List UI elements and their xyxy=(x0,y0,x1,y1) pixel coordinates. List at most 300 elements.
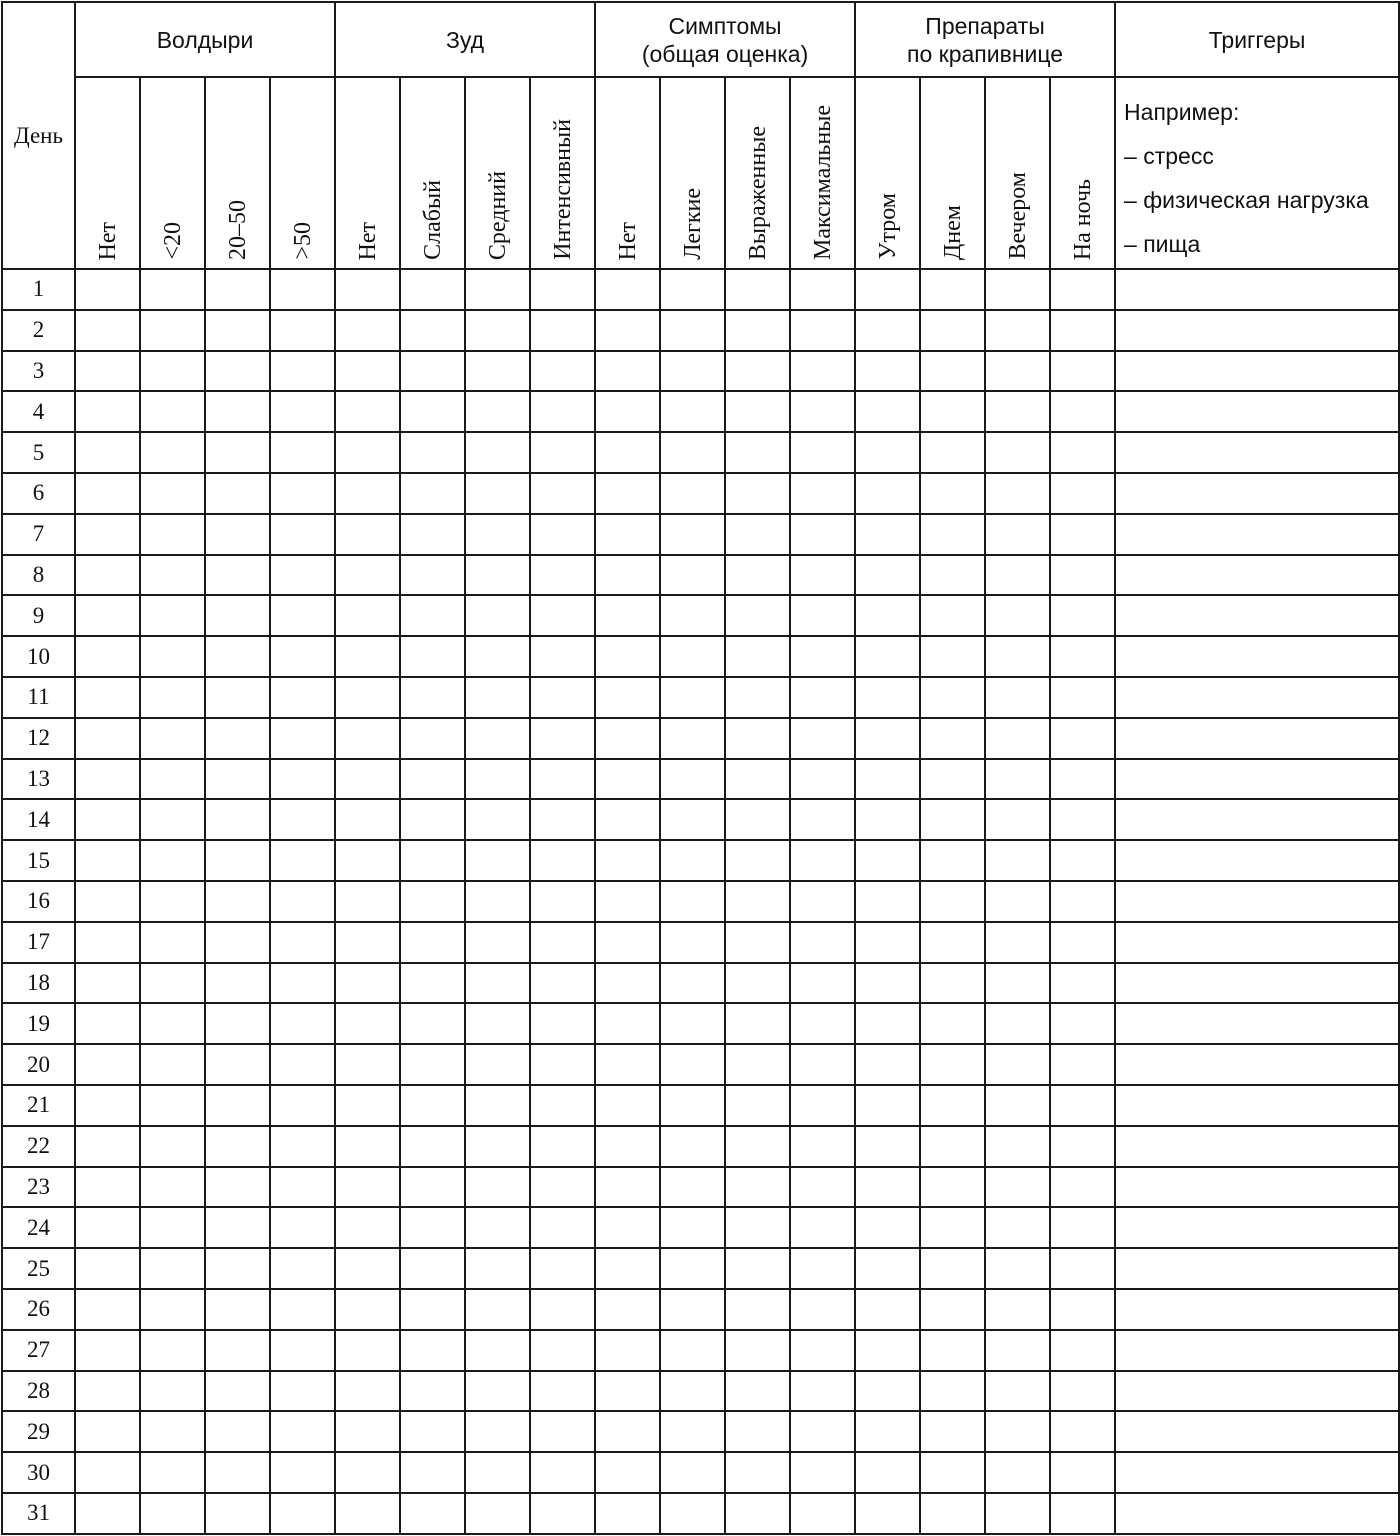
cell-meds-evening[interactable] xyxy=(985,1452,1050,1493)
cell-triggers[interactable] xyxy=(1115,1126,1399,1167)
cell-wheals-20-50[interactable] xyxy=(205,922,270,963)
cell-meds-evening[interactable] xyxy=(985,269,1050,310)
cell-symptoms-pronounced[interactable] xyxy=(725,391,790,432)
cell-meds-day[interactable] xyxy=(920,840,985,881)
cell-wheals-gt50[interactable] xyxy=(270,1371,335,1412)
cell-wheals-20-50[interactable] xyxy=(205,595,270,636)
cell-symptoms-mild[interactable] xyxy=(660,1207,725,1248)
cell-meds-morning[interactable] xyxy=(855,759,920,800)
cell-meds-night[interactable] xyxy=(1050,473,1115,514)
cell-itch-intense[interactable] xyxy=(530,881,595,922)
cell-wheals-lt20[interactable] xyxy=(140,1207,205,1248)
cell-wheals-20-50[interactable] xyxy=(205,310,270,351)
cell-symptoms-none[interactable] xyxy=(595,514,660,555)
cell-symptoms-pronounced[interactable] xyxy=(725,963,790,1004)
cell-symptoms-none[interactable] xyxy=(595,963,660,1004)
cell-wheals-lt20[interactable] xyxy=(140,1493,205,1534)
cell-symptoms-mild[interactable] xyxy=(660,432,725,473)
cell-itch-none[interactable] xyxy=(335,799,400,840)
cell-wheals-gt50[interactable] xyxy=(270,351,335,392)
cell-symptoms-max[interactable] xyxy=(790,1248,855,1289)
cell-symptoms-mild[interactable] xyxy=(660,555,725,596)
cell-symptoms-none[interactable] xyxy=(595,555,660,596)
cell-meds-morning[interactable] xyxy=(855,473,920,514)
cell-itch-none[interactable] xyxy=(335,881,400,922)
cell-meds-evening[interactable] xyxy=(985,636,1050,677)
cell-wheals-none[interactable] xyxy=(75,1493,140,1534)
cell-wheals-none[interactable] xyxy=(75,759,140,800)
cell-itch-none[interactable] xyxy=(335,595,400,636)
cell-wheals-lt20[interactable] xyxy=(140,351,205,392)
cell-meds-morning[interactable] xyxy=(855,1411,920,1452)
cell-meds-day[interactable] xyxy=(920,922,985,963)
cell-symptoms-mild[interactable] xyxy=(660,310,725,351)
cell-wheals-20-50[interactable] xyxy=(205,1248,270,1289)
cell-meds-day[interactable] xyxy=(920,555,985,596)
cell-symptoms-mild[interactable] xyxy=(660,391,725,432)
cell-symptoms-none[interactable] xyxy=(595,432,660,473)
cell-itch-medium[interactable] xyxy=(465,1167,530,1208)
cell-triggers[interactable] xyxy=(1115,1289,1399,1330)
cell-meds-evening[interactable] xyxy=(985,1289,1050,1330)
cell-symptoms-max[interactable] xyxy=(790,840,855,881)
cell-wheals-lt20[interactable] xyxy=(140,473,205,514)
cell-itch-medium[interactable] xyxy=(465,1493,530,1534)
cell-meds-evening[interactable] xyxy=(985,1003,1050,1044)
cell-itch-intense[interactable] xyxy=(530,1207,595,1248)
cell-symptoms-max[interactable] xyxy=(790,636,855,677)
cell-symptoms-none[interactable] xyxy=(595,269,660,310)
cell-itch-weak[interactable] xyxy=(400,1044,465,1085)
cell-wheals-none[interactable] xyxy=(75,1289,140,1330)
cell-wheals-20-50[interactable] xyxy=(205,840,270,881)
cell-wheals-gt50[interactable] xyxy=(270,1207,335,1248)
cell-symptoms-mild[interactable] xyxy=(660,351,725,392)
cell-triggers[interactable] xyxy=(1115,1248,1399,1289)
cell-itch-none[interactable] xyxy=(335,1289,400,1330)
cell-symptoms-none[interactable] xyxy=(595,1003,660,1044)
cell-meds-evening[interactable] xyxy=(985,881,1050,922)
cell-symptoms-pronounced[interactable] xyxy=(725,718,790,759)
cell-itch-weak[interactable] xyxy=(400,514,465,555)
cell-itch-intense[interactable] xyxy=(530,1452,595,1493)
cell-symptoms-none[interactable] xyxy=(595,840,660,881)
cell-wheals-none[interactable] xyxy=(75,1003,140,1044)
cell-symptoms-max[interactable] xyxy=(790,1330,855,1371)
cell-wheals-20-50[interactable] xyxy=(205,799,270,840)
cell-itch-weak[interactable] xyxy=(400,432,465,473)
cell-itch-none[interactable] xyxy=(335,514,400,555)
cell-itch-weak[interactable] xyxy=(400,269,465,310)
cell-meds-day[interactable] xyxy=(920,473,985,514)
cell-itch-medium[interactable] xyxy=(465,310,530,351)
cell-itch-none[interactable] xyxy=(335,677,400,718)
cell-wheals-gt50[interactable] xyxy=(270,799,335,840)
cell-itch-weak[interactable] xyxy=(400,310,465,351)
cell-meds-evening[interactable] xyxy=(985,1493,1050,1534)
cell-symptoms-mild[interactable] xyxy=(660,840,725,881)
cell-meds-evening[interactable] xyxy=(985,759,1050,800)
cell-meds-evening[interactable] xyxy=(985,555,1050,596)
cell-symptoms-none[interactable] xyxy=(595,677,660,718)
cell-itch-none[interactable] xyxy=(335,1330,400,1371)
cell-wheals-none[interactable] xyxy=(75,881,140,922)
cell-wheals-lt20[interactable] xyxy=(140,1371,205,1412)
cell-wheals-gt50[interactable] xyxy=(270,1003,335,1044)
cell-itch-medium[interactable] xyxy=(465,595,530,636)
cell-symptoms-pronounced[interactable] xyxy=(725,1207,790,1248)
cell-meds-morning[interactable] xyxy=(855,1167,920,1208)
cell-symptoms-pronounced[interactable] xyxy=(725,310,790,351)
cell-meds-morning[interactable] xyxy=(855,1126,920,1167)
cell-meds-morning[interactable] xyxy=(855,799,920,840)
cell-symptoms-max[interactable] xyxy=(790,1289,855,1330)
cell-meds-day[interactable] xyxy=(920,881,985,922)
cell-meds-day[interactable] xyxy=(920,1044,985,1085)
cell-symptoms-max[interactable] xyxy=(790,432,855,473)
cell-symptoms-max[interactable] xyxy=(790,1493,855,1534)
cell-wheals-none[interactable] xyxy=(75,1452,140,1493)
cell-meds-day[interactable] xyxy=(920,514,985,555)
cell-itch-medium[interactable] xyxy=(465,1289,530,1330)
cell-itch-intense[interactable] xyxy=(530,595,595,636)
cell-meds-evening[interactable] xyxy=(985,391,1050,432)
cell-wheals-20-50[interactable] xyxy=(205,1452,270,1493)
cell-wheals-lt20[interactable] xyxy=(140,922,205,963)
cell-itch-weak[interactable] xyxy=(400,677,465,718)
cell-symptoms-max[interactable] xyxy=(790,922,855,963)
cell-itch-none[interactable] xyxy=(335,1085,400,1126)
cell-itch-medium[interactable] xyxy=(465,922,530,963)
cell-meds-morning[interactable] xyxy=(855,1003,920,1044)
cell-wheals-none[interactable] xyxy=(75,595,140,636)
cell-itch-weak[interactable] xyxy=(400,391,465,432)
cell-symptoms-mild[interactable] xyxy=(660,799,725,840)
cell-meds-day[interactable] xyxy=(920,432,985,473)
cell-wheals-20-50[interactable] xyxy=(205,514,270,555)
cell-itch-none[interactable] xyxy=(335,391,400,432)
cell-meds-evening[interactable] xyxy=(985,799,1050,840)
cell-itch-none[interactable] xyxy=(335,473,400,514)
cell-triggers[interactable] xyxy=(1115,595,1399,636)
cell-meds-night[interactable] xyxy=(1050,310,1115,351)
cell-wheals-lt20[interactable] xyxy=(140,1289,205,1330)
cell-symptoms-pronounced[interactable] xyxy=(725,514,790,555)
cell-meds-evening[interactable] xyxy=(985,1207,1050,1248)
cell-meds-day[interactable] xyxy=(920,1003,985,1044)
cell-triggers[interactable] xyxy=(1115,1207,1399,1248)
cell-symptoms-pronounced[interactable] xyxy=(725,636,790,677)
cell-wheals-lt20[interactable] xyxy=(140,1452,205,1493)
cell-itch-weak[interactable] xyxy=(400,1167,465,1208)
cell-itch-intense[interactable] xyxy=(530,677,595,718)
cell-symptoms-none[interactable] xyxy=(595,922,660,963)
cell-itch-weak[interactable] xyxy=(400,1330,465,1371)
cell-symptoms-max[interactable] xyxy=(790,1207,855,1248)
cell-symptoms-mild[interactable] xyxy=(660,1044,725,1085)
cell-wheals-lt20[interactable] xyxy=(140,799,205,840)
cell-itch-intense[interactable] xyxy=(530,351,595,392)
cell-symptoms-pronounced[interactable] xyxy=(725,1330,790,1371)
cell-wheals-20-50[interactable] xyxy=(205,1126,270,1167)
cell-symptoms-max[interactable] xyxy=(790,391,855,432)
cell-itch-medium[interactable] xyxy=(465,432,530,473)
cell-meds-morning[interactable] xyxy=(855,718,920,759)
cell-meds-day[interactable] xyxy=(920,1493,985,1534)
cell-symptoms-mild[interactable] xyxy=(660,1167,725,1208)
cell-itch-weak[interactable] xyxy=(400,636,465,677)
cell-itch-intense[interactable] xyxy=(530,759,595,800)
cell-itch-medium[interactable] xyxy=(465,840,530,881)
cell-wheals-gt50[interactable] xyxy=(270,1085,335,1126)
cell-wheals-lt20[interactable] xyxy=(140,1003,205,1044)
cell-meds-morning[interactable] xyxy=(855,1085,920,1126)
cell-itch-intense[interactable] xyxy=(530,1003,595,1044)
cell-wheals-20-50[interactable] xyxy=(205,1330,270,1371)
cell-wheals-none[interactable] xyxy=(75,432,140,473)
cell-wheals-20-50[interactable] xyxy=(205,963,270,1004)
cell-itch-intense[interactable] xyxy=(530,1330,595,1371)
cell-wheals-gt50[interactable] xyxy=(270,963,335,1004)
cell-symptoms-pronounced[interactable] xyxy=(725,432,790,473)
cell-meds-night[interactable] xyxy=(1050,881,1115,922)
cell-wheals-gt50[interactable] xyxy=(270,1167,335,1208)
cell-meds-night[interactable] xyxy=(1050,1003,1115,1044)
cell-meds-night[interactable] xyxy=(1050,759,1115,800)
cell-wheals-none[interactable] xyxy=(75,1330,140,1371)
cell-wheals-lt20[interactable] xyxy=(140,1248,205,1289)
cell-meds-morning[interactable] xyxy=(855,1330,920,1371)
cell-itch-weak[interactable] xyxy=(400,1493,465,1534)
cell-wheals-20-50[interactable] xyxy=(205,1371,270,1412)
cell-meds-morning[interactable] xyxy=(855,1493,920,1534)
cell-itch-intense[interactable] xyxy=(530,391,595,432)
cell-meds-evening[interactable] xyxy=(985,1411,1050,1452)
cell-symptoms-none[interactable] xyxy=(595,881,660,922)
cell-symptoms-none[interactable] xyxy=(595,799,660,840)
cell-symptoms-pronounced[interactable] xyxy=(725,1167,790,1208)
cell-itch-intense[interactable] xyxy=(530,555,595,596)
cell-symptoms-pronounced[interactable] xyxy=(725,840,790,881)
cell-symptoms-none[interactable] xyxy=(595,595,660,636)
cell-wheals-gt50[interactable] xyxy=(270,391,335,432)
cell-itch-medium[interactable] xyxy=(465,1044,530,1085)
cell-itch-none[interactable] xyxy=(335,1493,400,1534)
cell-symptoms-pronounced[interactable] xyxy=(725,269,790,310)
cell-triggers[interactable] xyxy=(1115,1330,1399,1371)
cell-meds-day[interactable] xyxy=(920,799,985,840)
cell-meds-day[interactable] xyxy=(920,1207,985,1248)
cell-symptoms-max[interactable] xyxy=(790,759,855,800)
cell-itch-medium[interactable] xyxy=(465,677,530,718)
cell-meds-night[interactable] xyxy=(1050,351,1115,392)
cell-meds-night[interactable] xyxy=(1050,1452,1115,1493)
cell-itch-intense[interactable] xyxy=(530,1167,595,1208)
cell-itch-weak[interactable] xyxy=(400,1289,465,1330)
cell-symptoms-mild[interactable] xyxy=(660,595,725,636)
cell-symptoms-pronounced[interactable] xyxy=(725,555,790,596)
cell-itch-intense[interactable] xyxy=(530,636,595,677)
cell-wheals-none[interactable] xyxy=(75,840,140,881)
cell-symptoms-mild[interactable] xyxy=(660,1248,725,1289)
cell-meds-day[interactable] xyxy=(920,1167,985,1208)
cell-symptoms-pronounced[interactable] xyxy=(725,595,790,636)
cell-wheals-lt20[interactable] xyxy=(140,1330,205,1371)
cell-wheals-20-50[interactable] xyxy=(205,473,270,514)
cell-itch-none[interactable] xyxy=(335,963,400,1004)
cell-symptoms-mild[interactable] xyxy=(660,718,725,759)
cell-wheals-none[interactable] xyxy=(75,799,140,840)
cell-symptoms-mild[interactable] xyxy=(660,922,725,963)
cell-symptoms-mild[interactable] xyxy=(660,1371,725,1412)
cell-itch-intense[interactable] xyxy=(530,718,595,759)
cell-meds-day[interactable] xyxy=(920,1248,985,1289)
cell-wheals-lt20[interactable] xyxy=(140,432,205,473)
cell-wheals-lt20[interactable] xyxy=(140,310,205,351)
cell-itch-medium[interactable] xyxy=(465,351,530,392)
cell-symptoms-mild[interactable] xyxy=(660,1289,725,1330)
cell-itch-intense[interactable] xyxy=(530,514,595,555)
cell-meds-night[interactable] xyxy=(1050,1493,1115,1534)
cell-meds-evening[interactable] xyxy=(985,1248,1050,1289)
cell-itch-medium[interactable] xyxy=(465,1003,530,1044)
cell-wheals-gt50[interactable] xyxy=(270,1330,335,1371)
cell-meds-night[interactable] xyxy=(1050,269,1115,310)
cell-itch-medium[interactable] xyxy=(465,473,530,514)
cell-meds-evening[interactable] xyxy=(985,1167,1050,1208)
cell-symptoms-pronounced[interactable] xyxy=(725,1248,790,1289)
cell-itch-intense[interactable] xyxy=(530,1248,595,1289)
cell-wheals-none[interactable] xyxy=(75,1207,140,1248)
cell-itch-none[interactable] xyxy=(335,1411,400,1452)
cell-itch-medium[interactable] xyxy=(465,881,530,922)
cell-itch-weak[interactable] xyxy=(400,555,465,596)
cell-itch-none[interactable] xyxy=(335,1371,400,1412)
cell-itch-medium[interactable] xyxy=(465,963,530,1004)
cell-symptoms-mild[interactable] xyxy=(660,269,725,310)
cell-wheals-lt20[interactable] xyxy=(140,840,205,881)
cell-triggers[interactable] xyxy=(1115,1411,1399,1452)
cell-itch-intense[interactable] xyxy=(530,1126,595,1167)
cell-symptoms-max[interactable] xyxy=(790,1371,855,1412)
cell-wheals-gt50[interactable] xyxy=(270,595,335,636)
cell-itch-none[interactable] xyxy=(335,840,400,881)
cell-itch-intense[interactable] xyxy=(530,1371,595,1412)
cell-symptoms-pronounced[interactable] xyxy=(725,1044,790,1085)
cell-itch-none[interactable] xyxy=(335,1044,400,1085)
cell-symptoms-mild[interactable] xyxy=(660,473,725,514)
cell-itch-intense[interactable] xyxy=(530,1411,595,1452)
cell-wheals-lt20[interactable] xyxy=(140,718,205,759)
cell-meds-day[interactable] xyxy=(920,1371,985,1412)
cell-wheals-20-50[interactable] xyxy=(205,351,270,392)
cell-itch-intense[interactable] xyxy=(530,840,595,881)
cell-wheals-gt50[interactable] xyxy=(270,881,335,922)
cell-itch-weak[interactable] xyxy=(400,351,465,392)
cell-symptoms-pronounced[interactable] xyxy=(725,1085,790,1126)
cell-triggers[interactable] xyxy=(1115,718,1399,759)
cell-triggers[interactable] xyxy=(1115,1493,1399,1534)
cell-itch-medium[interactable] xyxy=(465,1085,530,1126)
cell-meds-night[interactable] xyxy=(1050,1330,1115,1371)
cell-meds-day[interactable] xyxy=(920,1126,985,1167)
cell-meds-night[interactable] xyxy=(1050,963,1115,1004)
cell-meds-morning[interactable] xyxy=(855,269,920,310)
cell-itch-weak[interactable] xyxy=(400,1452,465,1493)
cell-wheals-none[interactable] xyxy=(75,1411,140,1452)
cell-symptoms-mild[interactable] xyxy=(660,514,725,555)
cell-triggers[interactable] xyxy=(1115,1371,1399,1412)
cell-wheals-none[interactable] xyxy=(75,922,140,963)
cell-itch-intense[interactable] xyxy=(530,1493,595,1534)
cell-wheals-none[interactable] xyxy=(75,514,140,555)
cell-meds-day[interactable] xyxy=(920,1085,985,1126)
cell-symptoms-max[interactable] xyxy=(790,269,855,310)
cell-wheals-lt20[interactable] xyxy=(140,881,205,922)
cell-symptoms-none[interactable] xyxy=(595,310,660,351)
cell-triggers[interactable] xyxy=(1115,677,1399,718)
cell-itch-medium[interactable] xyxy=(465,799,530,840)
cell-triggers[interactable] xyxy=(1115,963,1399,1004)
cell-meds-day[interactable] xyxy=(920,391,985,432)
cell-symptoms-none[interactable] xyxy=(595,1044,660,1085)
cell-symptoms-pronounced[interactable] xyxy=(725,922,790,963)
cell-wheals-20-50[interactable] xyxy=(205,1493,270,1534)
cell-wheals-gt50[interactable] xyxy=(270,1493,335,1534)
cell-symptoms-pronounced[interactable] xyxy=(725,1003,790,1044)
cell-itch-weak[interactable] xyxy=(400,718,465,759)
cell-meds-night[interactable] xyxy=(1050,595,1115,636)
cell-symptoms-none[interactable] xyxy=(595,1167,660,1208)
cell-wheals-gt50[interactable] xyxy=(270,677,335,718)
cell-symptoms-pronounced[interactable] xyxy=(725,759,790,800)
cell-meds-evening[interactable] xyxy=(985,310,1050,351)
cell-meds-evening[interactable] xyxy=(985,473,1050,514)
cell-wheals-gt50[interactable] xyxy=(270,310,335,351)
cell-wheals-lt20[interactable] xyxy=(140,269,205,310)
cell-triggers[interactable] xyxy=(1115,310,1399,351)
cell-meds-evening[interactable] xyxy=(985,963,1050,1004)
cell-wheals-lt20[interactable] xyxy=(140,514,205,555)
cell-itch-weak[interactable] xyxy=(400,1126,465,1167)
cell-meds-evening[interactable] xyxy=(985,595,1050,636)
cell-itch-medium[interactable] xyxy=(465,759,530,800)
cell-triggers[interactable] xyxy=(1115,1452,1399,1493)
cell-meds-day[interactable] xyxy=(920,718,985,759)
cell-meds-evening[interactable] xyxy=(985,1126,1050,1167)
cell-wheals-gt50[interactable] xyxy=(270,718,335,759)
cell-triggers[interactable] xyxy=(1115,1167,1399,1208)
cell-itch-medium[interactable] xyxy=(465,391,530,432)
cell-wheals-gt50[interactable] xyxy=(270,840,335,881)
cell-wheals-none[interactable] xyxy=(75,555,140,596)
cell-wheals-20-50[interactable] xyxy=(205,759,270,800)
cell-itch-intense[interactable] xyxy=(530,799,595,840)
cell-symptoms-none[interactable] xyxy=(595,636,660,677)
cell-symptoms-mild[interactable] xyxy=(660,881,725,922)
cell-itch-intense[interactable] xyxy=(530,269,595,310)
cell-itch-weak[interactable] xyxy=(400,922,465,963)
cell-meds-night[interactable] xyxy=(1050,799,1115,840)
cell-wheals-20-50[interactable] xyxy=(205,1411,270,1452)
cell-symptoms-none[interactable] xyxy=(595,1289,660,1330)
cell-meds-morning[interactable] xyxy=(855,963,920,1004)
cell-meds-night[interactable] xyxy=(1050,636,1115,677)
cell-meds-evening[interactable] xyxy=(985,718,1050,759)
cell-itch-none[interactable] xyxy=(335,922,400,963)
cell-triggers[interactable] xyxy=(1115,1085,1399,1126)
cell-meds-day[interactable] xyxy=(920,1330,985,1371)
